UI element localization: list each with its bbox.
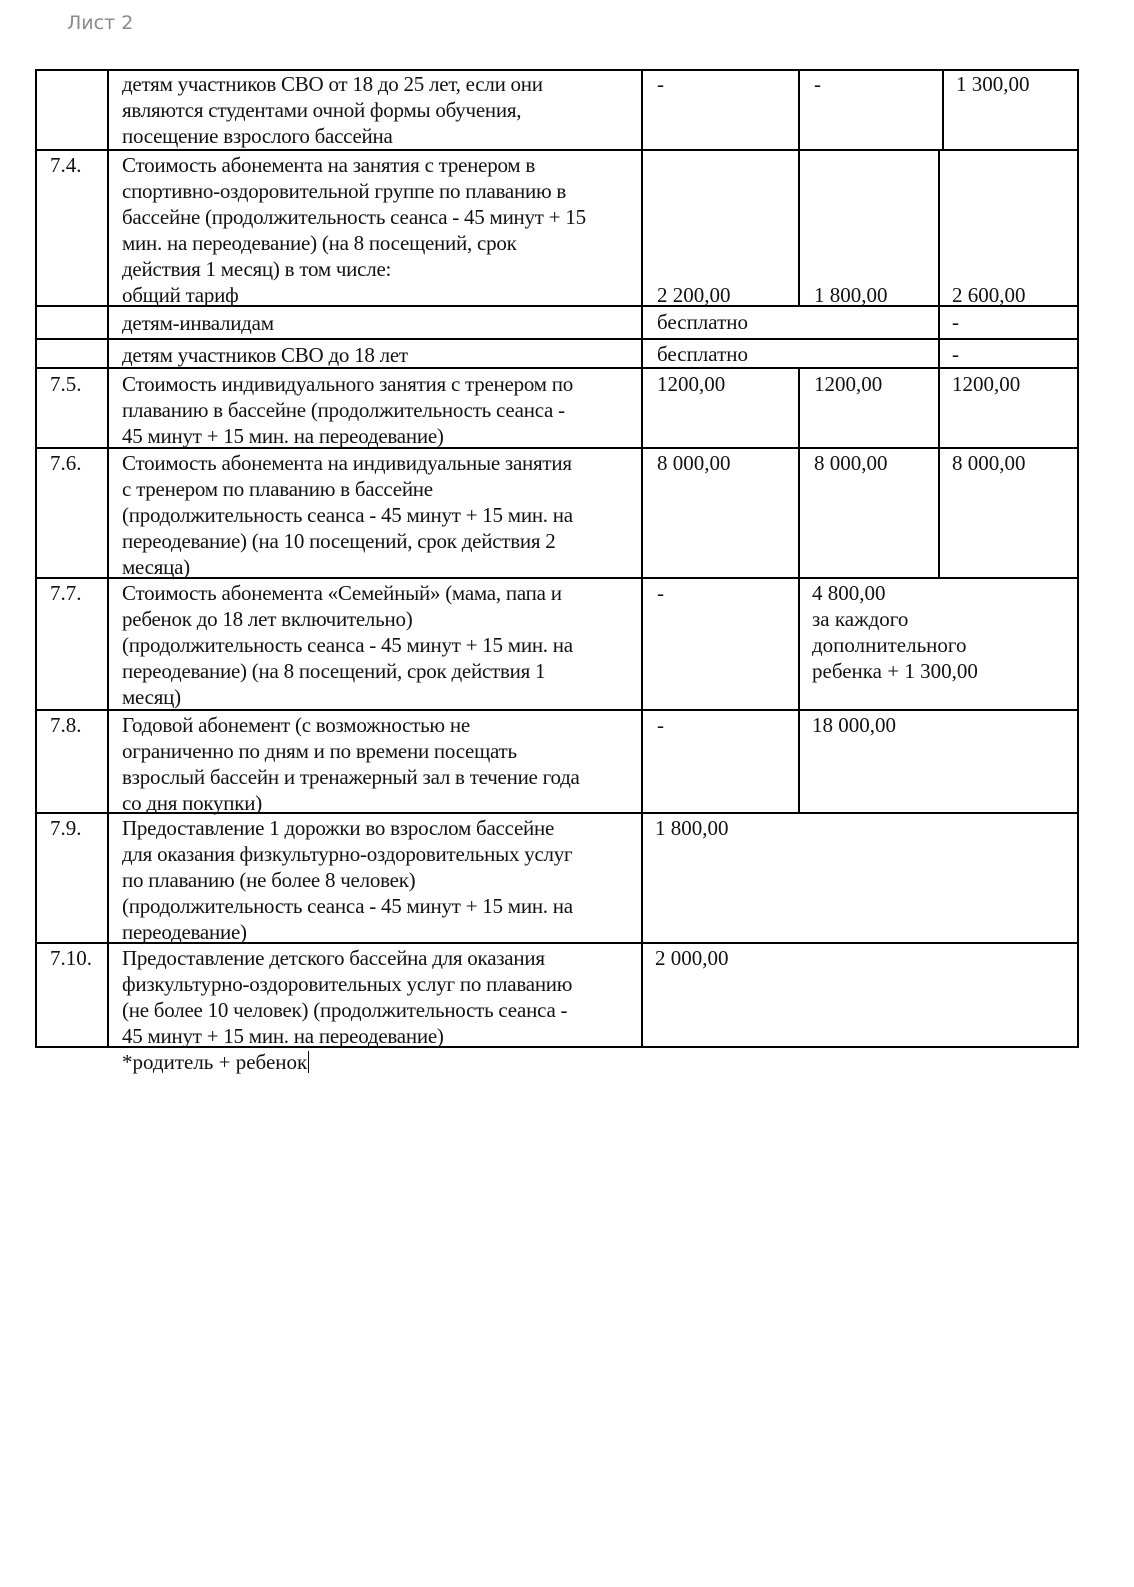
- price-cell: 1200,00: [814, 372, 883, 396]
- row-number: 7.6.: [50, 451, 82, 475]
- col-divider: [641, 69, 643, 1048]
- row-description: Годовой абонемент (с возможностью не ограниченно по дням и по времени посещать взрослый бассейн и тренажерный зал в течение года со дня покупки): [122, 713, 580, 815]
- col-divider: [107, 69, 109, 1048]
- row-description: Предоставление 1 дорожки во взрослом бассейне для оказания физкультурно-оздоровительных услуг по плаванию (не более 8 человек) (продолжительность сеанса - 45 минут + 15 мин. на переодевание): [122, 816, 573, 944]
- price-cell: 18 000,00: [812, 713, 896, 737]
- price-cell: -: [814, 72, 821, 96]
- row-number: 7.9.: [50, 816, 82, 840]
- footnote-text: *родитель + ребенок: [122, 1050, 308, 1074]
- row-description: Стоимость абонемента на занятия с тренером в спортивно-оздоровительной группе по плаванию в бассейне (продолжительность сеанса - 45 минут + 15 мин. на переодевание) (на 8 посещений, срок действия 1 месяц) в том числе: общий тариф: [122, 153, 586, 307]
- row-divider: [35, 149, 1079, 151]
- price-cell: 1200,00: [657, 372, 726, 396]
- price-cell: 2 000,00: [655, 946, 729, 970]
- col-divider: [938, 149, 940, 577]
- price-cell: 2 200,00: [657, 283, 731, 307]
- price-cell: 1200,00: [952, 372, 1021, 396]
- price-cell: -: [657, 713, 664, 737]
- row-number: 7.7.: [50, 581, 82, 605]
- price-cell: -: [657, 581, 664, 605]
- row-number: 7.8.: [50, 713, 82, 737]
- price-cell: 8 000,00: [814, 451, 888, 475]
- col-divider: [798, 69, 800, 307]
- sheet-label: Лист 2: [67, 12, 134, 34]
- table-border: [35, 69, 37, 1048]
- col-divider: [798, 367, 800, 812]
- footnote[interactable]: [122, 1049, 309, 1075]
- price-cell: 8 000,00: [657, 451, 731, 475]
- table-border: [1077, 69, 1079, 1048]
- price-cell: -: [952, 342, 959, 366]
- price-cell: бесплатно: [657, 342, 748, 366]
- row-description: Стоимость абонемента на индивидуальные занятия с тренером по плаванию в бассейне (продолжительность сеанса - 45 минут + 15 мин. на переодевание) (на 10 посещений, срок действия 2 месяца): [122, 451, 573, 579]
- row-description: Стоимость индивидуального занятия с тренером по плаванию в бассейне (продолжительность сеанса - 45 минут + 15 мин. на переодевание): [122, 372, 573, 448]
- row-description: детям участников СВО до 18 лет: [122, 343, 408, 367]
- price-table: [35, 69, 1079, 1048]
- price-cell: 1 300,00: [956, 72, 1030, 96]
- price-cell: бесплатно: [657, 310, 748, 334]
- row-description: детям участников СВО от 18 до 25 лет, если они являются студентами очной формы обучения, посещение взрослого бассейна: [122, 72, 543, 148]
- row-number: 7.5.: [50, 372, 82, 396]
- row-number: 7.4.: [50, 153, 82, 177]
- row-divider: [35, 338, 1079, 340]
- price-cell: -: [657, 72, 664, 96]
- col-divider: [942, 69, 944, 149]
- row-description: детям-инвалидам: [122, 311, 274, 335]
- row-number: 7.10.: [50, 946, 92, 970]
- price-cell: 1 800,00: [655, 816, 729, 840]
- text-caret: [308, 1051, 309, 1073]
- price-cell: 8 000,00: [952, 451, 1026, 475]
- row-description: Предоставление детского бассейна для оказания физкультурно-оздоровительных услуг по плаванию (не более 10 человек) (продолжительность сеанса - 45 минут + 15 мин. на переодевание): [122, 946, 573, 1048]
- price-cell: -: [952, 310, 959, 334]
- price-cell: 4 800,00 за каждого дополнительного ребенка + 1 300,00: [812, 581, 978, 683]
- row-description: Стоимость абонемента «Семейный» (мама, папа и ребенок до 18 лет включительно) (продолжительность сеанса - 45 минут + 15 мин. на переодевание) (на 8 посещений, срок действия 1 месяц): [122, 581, 573, 709]
- price-cell: 2 600,00: [952, 283, 1026, 307]
- price-cell: 1 800,00: [814, 283, 888, 307]
